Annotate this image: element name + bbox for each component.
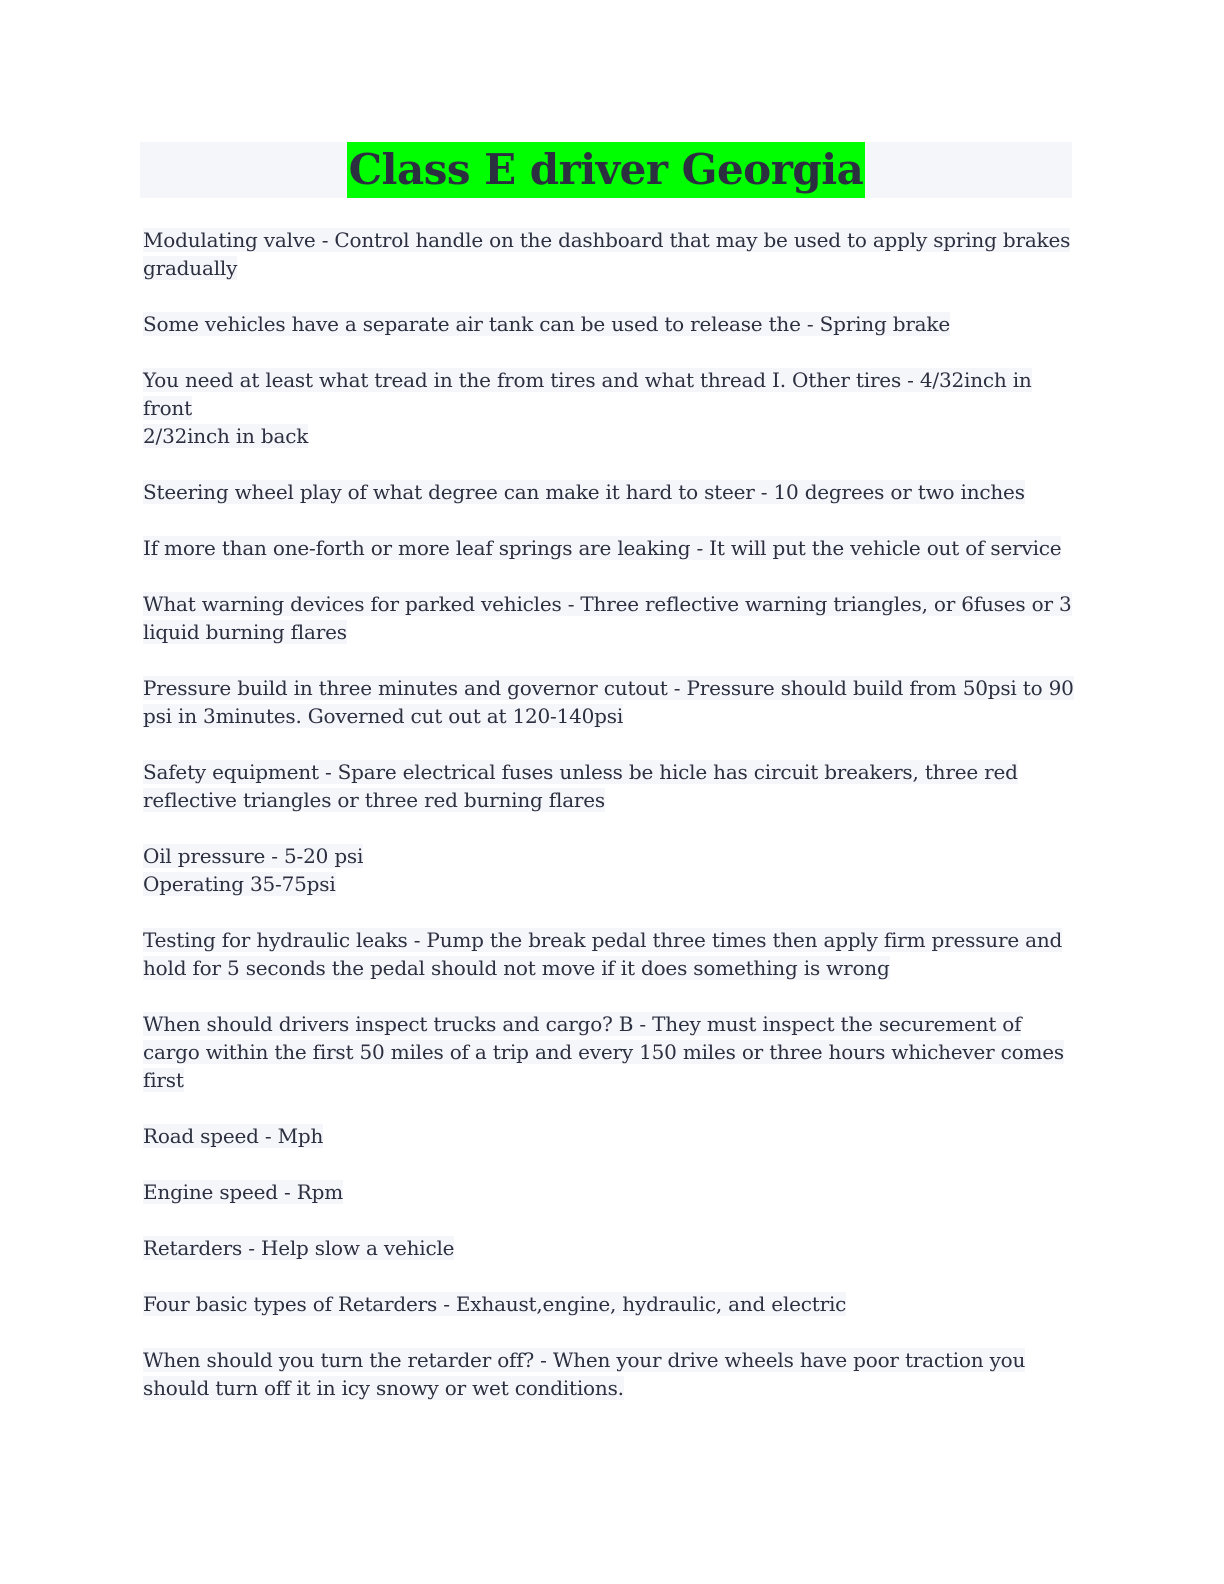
flashcard-text: What warning devices for parked vehicles - Three reflective warning triangles, or 6fuses or 3 liquid burning flares — [143, 592, 1072, 644]
flashcard-entry — [143, 590, 1078, 646]
flashcard-entry — [143, 1178, 1078, 1206]
flashcard-text: Safety equipment - Spare electrical fuses unless be hicle has circuit breakers, three red reflective triangles or three red burning flares — [143, 760, 1018, 812]
flashcard-entry — [143, 926, 1078, 982]
flashcard-entry — [143, 366, 1078, 450]
flashcard-entry — [143, 226, 1078, 282]
flashcard-entry — [143, 1010, 1078, 1094]
flashcard-text: You need at least what tread in the from tires and what thread I. Other tires - 4/32inch in front 2/32inch in back — [143, 368, 1032, 448]
flashcard-entry — [143, 310, 1078, 338]
flashcard-text: Retarders - Help slow a vehicle — [143, 1236, 455, 1260]
flashcard-entry — [143, 534, 1078, 562]
flashcard-text: Four basic types of Retarders - Exhaust,engine, hydraulic, and electric — [143, 1292, 847, 1316]
flashcard-text: Steering wheel play of what degree can make it hard to steer - 10 degrees or two inches — [143, 480, 1025, 504]
title-bar — [140, 142, 1072, 198]
flashcard-text: Road speed - Mph — [143, 1124, 324, 1148]
flashcard-text: Testing for hydraulic leaks - Pump the break pedal three times then apply firm pressure and hold for 5 seconds the pedal should not move if it does something is wrong — [143, 928, 1063, 980]
flashcard-list — [143, 226, 1078, 1430]
document-title: Class E driver Georgia — [347, 142, 866, 198]
flashcard-text: When should drivers inspect trucks and cargo? B - They must inspect the securement of cargo within the first 50 miles of a trip and every 150 miles or three hours whichever comes first — [143, 1012, 1064, 1092]
flashcard-entry — [143, 758, 1078, 814]
flashcard-text: Oil pressure - 5-20 psi Operating 35-75psi — [143, 844, 364, 896]
flashcard-entry — [143, 842, 1078, 898]
flashcard-entry — [143, 478, 1078, 506]
flashcard-entry — [143, 1290, 1078, 1318]
flashcard-entry — [143, 674, 1078, 730]
flashcard-text: When should you turn the retarder off? - When your drive wheels have poor traction you should turn off it in icy snowy or wet conditions. — [143, 1348, 1026, 1400]
flashcard-entry — [143, 1234, 1078, 1262]
flashcard-text: Pressure build in three minutes and governor cutout - Pressure should build from 50psi to 90 psi in 3minutes. Governed cut out at 120-140psi — [143, 676, 1074, 728]
flashcard-text: Engine speed - Rpm — [143, 1180, 343, 1204]
flashcard-text: If more than one-forth or more leaf springs are leaking - It will put the vehicle out of service — [143, 536, 1062, 560]
flashcard-text: Modulating valve - Control handle on the dashboard that may be used to apply spring brakes gradually — [143, 228, 1071, 280]
flashcard-entry — [143, 1122, 1078, 1150]
flashcard-text: Some vehicles have a separate air tank can be used to release the - Spring brake — [143, 312, 950, 336]
flashcard-entry — [143, 1346, 1078, 1402]
